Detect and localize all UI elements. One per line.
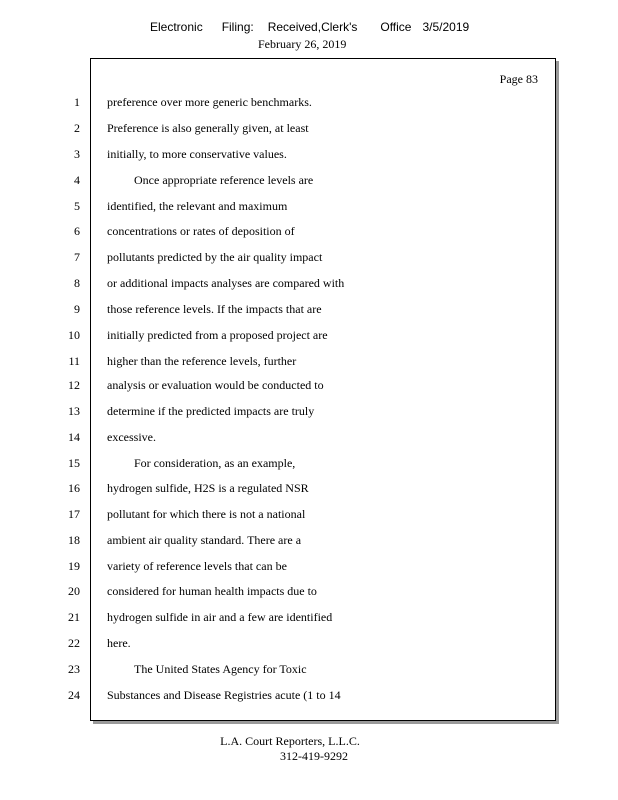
line-number: 12 [68,378,80,392]
line-number: 17 [68,507,80,521]
transcript-line: determine if the predicted impacts are truly [107,404,315,418]
line-number: 22 [68,636,80,650]
line-number: 6 [74,224,80,238]
filing-word-office: Office [380,20,412,34]
electronic-filing-stamp [150,20,469,34]
line-number: 11 [68,354,80,368]
transcript-line: variety of reference levels that can be [107,559,287,573]
line-number: 3 [74,147,80,161]
transcript-line: preference over more generic benchmarks. [107,95,312,109]
filing-stamp-date: 3/5/2019 [422,20,470,34]
line-number: 5 [74,199,80,213]
line-number: 23 [68,662,80,676]
transcript-line: initially, to more conservative values. [107,147,287,161]
line-number: 9 [74,302,80,316]
line-number: 1 [74,95,80,109]
transcript-line: pollutants predicted by the air quality impact [107,250,323,264]
court-reporter-phone: 312-419-9292 [280,749,348,763]
transcript-line: or additional impacts analyses are compared with [107,276,345,290]
transcript-line: excessive. [107,430,156,444]
line-number: 10 [68,328,80,342]
transcript-line: analysis or evaluation would be conducted to [107,378,324,392]
transcript-line: Once appropriate reference levels are [134,173,314,187]
transcript-line: Preference is also generally given, at least [107,121,309,135]
transcript-line: hydrogen sulfide, H2S is a regulated NSR [107,481,309,495]
line-number: 21 [68,610,80,624]
line-number: 8 [74,276,80,290]
transcript-line: The United States Agency for Toxic [134,662,307,676]
transcript-line: identified, the relevant and maximum [107,199,288,213]
line-number: 20 [68,584,80,598]
line-number: 2 [74,121,80,135]
document-date: February 26, 2019 [258,37,347,51]
transcript-line: those reference levels. If the impacts that are [107,302,322,316]
transcript-line: initially predicted from a proposed project are [107,328,328,342]
line-number: 24 [68,688,80,702]
filing-word-received-clerks: Received,Clerk's [267,20,358,34]
court-reporter-company: L.A. Court Reporters, L.L.C. [220,734,360,748]
transcript-line: pollutant for which there is not a national [107,507,306,521]
line-number: 19 [68,559,80,573]
line-number: 4 [74,173,80,187]
transcript-line: here. [107,636,131,650]
line-number: 16 [68,481,80,495]
line-number: 18 [68,533,80,547]
line-number: 14 [68,430,80,444]
transcript-line: higher than the reference levels, further [107,354,297,368]
transcript-line: For consideration, as an example, [134,456,296,470]
line-number: 13 [68,404,80,418]
transcript-line: ambient air quality standard. There are a [107,533,302,547]
page-number: Page 83 [499,72,538,86]
line-number: 15 [68,456,80,470]
transcript-line: Substances and Disease Registries acute (1 to 14 [107,688,341,702]
transcript-line: concentrations or rates of deposition of [107,224,295,238]
transcript-line: considered for human health impacts due to [107,584,317,598]
line-number: 7 [74,250,80,264]
filing-word-filing: Filing: [221,20,254,34]
transcript-line: hydrogen sulfide in air and a few are identified [107,610,333,624]
filing-word-electronic: Electronic [150,20,203,34]
